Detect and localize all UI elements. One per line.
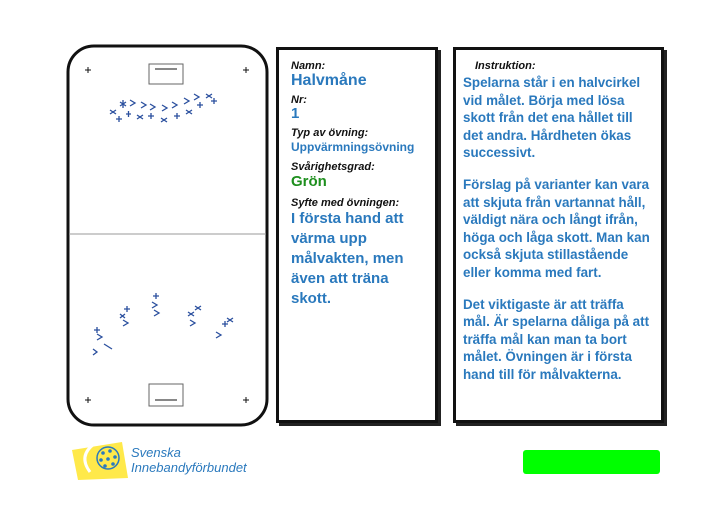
drill-number: 1 [291,105,300,122]
bottom-goal [149,384,183,406]
instruction-paragraph: Spelarna står i en halvcirkel vid målet. Börja med lösa skott från det ena hållet till det andra. Hårdheten ökas successivt. [463,75,641,161]
instruction-paragraph: Det viktigaste är att träffa mål. Är spelarna dåliga på att träffa mål kan man ta bort målet. Övningen är i första hand till för målvakterna. [463,296,650,382]
logo-text [131,445,247,475]
logo-line-2: Innebandyförbundet [131,460,247,475]
logo-line-1: Svenska [131,445,181,460]
instruction-paragraph: Förslag på varianter kan vara att skjuta från vartannat håll, väldigt nära och långt ifrån, höga och låga skott. Man kan också skjuta stillastående eller komma med fart. [463,176,650,280]
type-label: Typ av övning: [291,127,369,139]
instruction-box [453,47,664,423]
instruction-label: Instruktion: [475,60,536,72]
top-goal [149,64,183,84]
difficulty-value: Grön [291,173,327,190]
purpose-label: Syfte med övningen: [291,197,400,209]
nr-label: Nr: [291,94,307,106]
purpose-text: I första hand att värma upp målvakten, men även att träna skott. [291,210,404,307]
drill-name: Halvmåne [291,72,367,89]
difficulty-label: Svårighetsgrad: [291,161,375,173]
difficulty-color-bar [523,450,660,474]
drill-info-box [276,47,438,423]
name-label: Namn: [291,60,326,72]
drill-type: Uppvärmningsövning [291,140,415,154]
rink-diagram [66,44,269,427]
